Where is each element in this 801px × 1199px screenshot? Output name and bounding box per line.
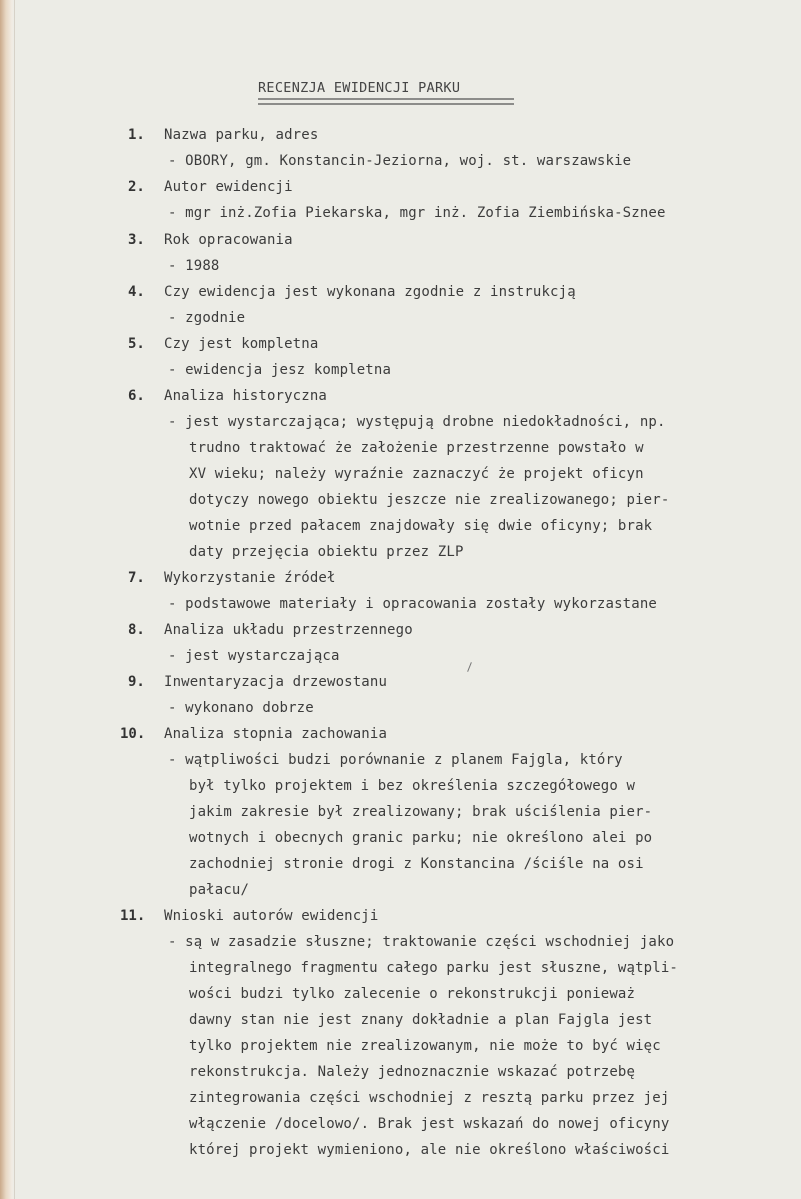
document-title: RECENZJA EWIDENCJI PARKU [258, 80, 461, 96]
item-number: 7. [128, 570, 145, 586]
item-line: której projekt wymieniono, ale nie określono właściwości [189, 1142, 670, 1158]
item-line: - 1988 [168, 258, 220, 274]
item-line: - ewidencja jesz kompletna [168, 362, 392, 378]
item-heading: Autor ewidencji [164, 179, 293, 195]
item-line: zintegrowania części wschodniej z resztą parku przez jej [189, 1090, 670, 1106]
item-line: dotyczy nowego obiektu jeszcze nie zrealizowanego; pier- [189, 492, 670, 508]
item-number: 11. [120, 908, 146, 924]
item-number: 2. [128, 179, 145, 195]
item-line: pałacu/ [189, 882, 250, 898]
item-line: włączenie /docelowo/. Brak jest wskazań do nowej oficyny [189, 1116, 670, 1132]
item-line: integralnego fragmentu całego parku jest słuszne, wątpli- [189, 960, 678, 976]
item-line: - wątpliwości budzi porównanie z planem Fajgla, który [168, 752, 623, 768]
stray-pen-mark [467, 662, 472, 672]
title-double-underline [258, 98, 514, 105]
item-number: 9. [128, 674, 145, 690]
item-heading: Wnioski autorów ewidencji [164, 908, 379, 924]
item-line: daty przejęcia obiektu przez ZLP [189, 544, 464, 560]
item-heading: Nazwa parku, adres [164, 127, 319, 143]
item-line: - OBORY, gm. Konstancin-Jeziorna, woj. st. warszawskie [168, 153, 632, 169]
item-number: 5. [128, 336, 145, 352]
item-line: - jest wystarczająca [168, 648, 340, 664]
item-line: był tylko projektem i bez określenia szczegółowego w [189, 778, 636, 794]
item-number: 10. [120, 726, 146, 742]
item-line: trudno traktować że założenie przestrzenne powstało w [189, 440, 644, 456]
item-heading: Analiza stopnia zachowania [164, 726, 388, 742]
item-number: 4. [128, 284, 145, 300]
item-number: 3. [128, 232, 145, 248]
item-number: 6. [128, 388, 145, 404]
item-line: tylko projektem nie zrealizowanym, nie może to być więc [189, 1038, 661, 1054]
item-heading: Inwentaryzacja drzewostanu [164, 674, 388, 690]
item-heading: Czy jest kompletna [164, 336, 319, 352]
item-line: - są w zasadzie słuszne; traktowanie części wschodniej jako [168, 934, 675, 950]
item-line: - wykonano dobrze [168, 700, 314, 716]
item-heading: Czy ewidencja jest wykonana zgodnie z instrukcją [164, 284, 576, 300]
item-line: - jest wystarczająca; występują drobne niedokładności, np. [168, 414, 666, 430]
item-line: - mgr inż.Zofia Piekarska, mgr inż. Zofia Ziembińska-Sznee [168, 205, 666, 221]
item-line: - zgodnie [168, 310, 246, 326]
item-line: zachodniej stronie drogi z Konstancina /ściśle na osi [189, 856, 644, 872]
item-line: jakim zakresie był zrealizowany; brak uściślenia pier- [189, 804, 653, 820]
item-number: 8. [128, 622, 145, 638]
item-line: wotnych i obecnych granic parku; nie określono alei po [189, 830, 653, 846]
item-line: rekonstrukcja. Należy jednoznacznie wskazać potrzebę [189, 1064, 636, 1080]
item-heading: Wykorzystanie źródeł [164, 570, 336, 586]
item-line: wotnie przed pałacem znajdowały się dwie oficyny; brak [189, 518, 653, 534]
item-line: wości budzi tylko zalecenie o rekonstrukcji ponieważ [189, 986, 636, 1002]
item-line: - podstawowe materiały i opracowania zostały wykorzastane [168, 596, 657, 612]
item-line: dawny stan nie jest znany dokładnie a plan Fajgla jest [189, 1012, 653, 1028]
item-heading: Analiza układu przestrzennego [164, 622, 413, 638]
binding-edge [0, 0, 15, 1199]
item-line: XV wieku; należy wyraźnie zaznaczyć że projekt oficyn [189, 466, 644, 482]
item-number: 1. [128, 127, 145, 143]
item-heading: Analiza historyczna [164, 388, 327, 404]
item-heading: Rok opracowania [164, 232, 293, 248]
